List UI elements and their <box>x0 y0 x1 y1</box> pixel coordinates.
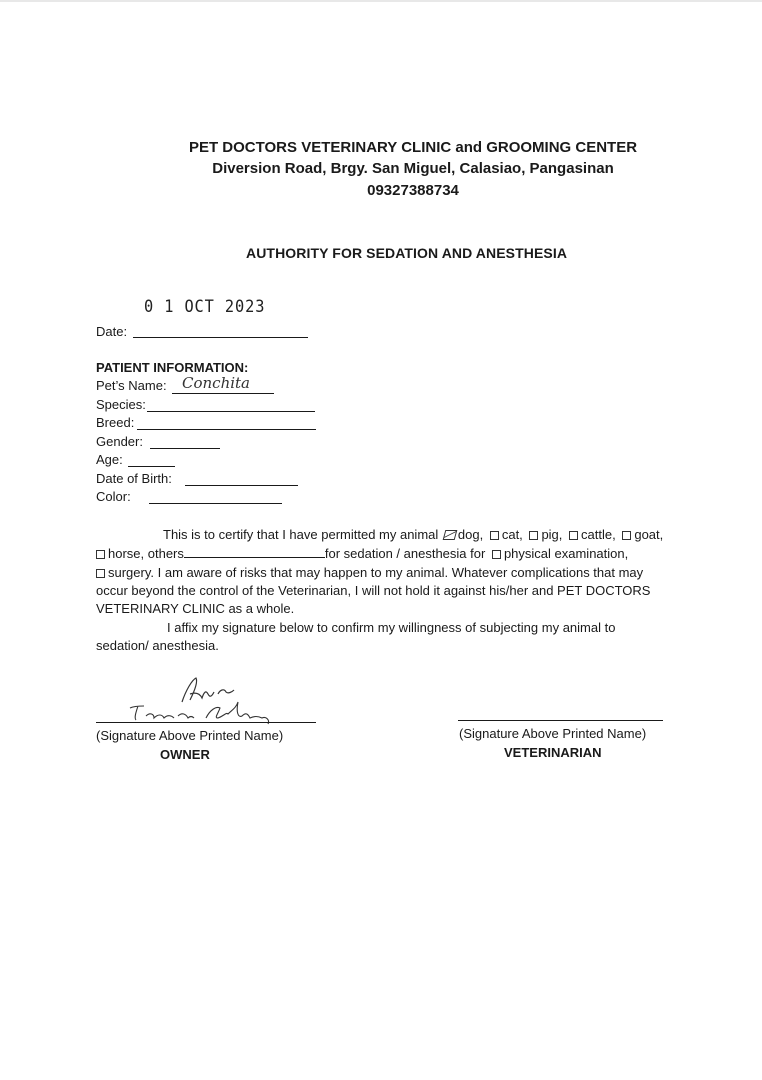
date-label: Date: <box>96 324 128 339</box>
form-title: AUTHORITY FOR SEDATION AND ANESTHESIA <box>246 245 568 261</box>
owner-signature-line <box>96 722 316 723</box>
surgery-checkbox[interactable] <box>96 569 105 578</box>
date-stamp: 0 1 OCT 2023 <box>144 297 266 317</box>
physical-exam-checkbox[interactable] <box>492 550 501 559</box>
pig-checkbox[interactable] <box>529 531 538 540</box>
dog-checkbox-checked[interactable] <box>443 530 458 540</box>
patient-info-heading: PATIENT INFORMATION: <box>96 360 249 375</box>
option-horse-others: horse, others <box>108 546 184 561</box>
vet-signature-caption: (Signature Above Printed Name) <box>459 726 647 741</box>
breed-line <box>137 429 316 430</box>
option-pig: pig, <box>541 527 563 542</box>
consent-line-3 <box>96 563 643 582</box>
affirm-line-2: sedation/ anesthesia. <box>96 638 219 653</box>
cattle-checkbox[interactable] <box>569 531 578 540</box>
vet-signature-line <box>458 720 663 721</box>
pet-name-line <box>172 393 274 394</box>
age-label: Age: <box>96 452 123 467</box>
age-line <box>128 466 175 467</box>
gender-line <box>150 448 220 449</box>
consent-intro: This is to certify that I have permitted my animal <box>163 527 439 542</box>
risk-statement: I am aware of risks that may happen to my animal. Whatever complications that may <box>157 565 644 580</box>
consent-line-1 <box>163 525 663 544</box>
date-line <box>133 337 308 338</box>
species-line <box>147 411 315 412</box>
option-physical-exam: physical examination, <box>503 546 629 561</box>
owner-signature-caption: (Signature Above Printed Name) <box>96 728 284 743</box>
option-cat: cat, <box>501 527 523 542</box>
pet-name-label: Pet’s Name: <box>96 378 167 393</box>
clinic-phone: 09327388734 <box>367 182 459 199</box>
pet-name-handwritten: Conchita <box>182 374 250 392</box>
gender-label: Gender: <box>96 434 143 449</box>
color-line <box>149 503 282 504</box>
horse-checkbox[interactable] <box>96 550 105 559</box>
option-goat: goat, <box>634 527 664 542</box>
purpose-text: for sedation / anesthesia for <box>324 546 486 561</box>
clinic-address: Diversion Road, Brgy. San Miguel, Calasiao, Pangasinan <box>212 160 614 177</box>
goat-checkbox[interactable] <box>622 531 631 540</box>
consent-line-5: VETERINARY CLINIC as a whole. <box>96 601 295 616</box>
clinic-name: PET DOCTORS VETERINARY CLINIC and GROOMING CENTER <box>188 139 638 156</box>
color-label: Color: <box>96 489 131 504</box>
consent-line-2 <box>96 544 628 563</box>
owner-role-label: OWNER <box>160 747 210 762</box>
cat-checkbox[interactable] <box>490 531 499 540</box>
species-label: Species: <box>96 397 146 412</box>
dob-line <box>185 485 298 486</box>
owner-signature-graphic <box>120 672 320 728</box>
affirm-line-1: I affix my signature below to confirm my willingness of subjecting my animal to <box>167 620 616 635</box>
consent-line-4: occur beyond the control of the Veterinarian, I will not hold it against his/her and PET DOCTORS <box>96 583 651 598</box>
vet-role-label: VETERINARIAN <box>504 745 602 760</box>
scan-top-edge <box>0 0 762 2</box>
option-dog: dog, <box>457 527 484 542</box>
others-blank-line <box>184 545 325 558</box>
dob-label: Date of Birth: <box>96 471 172 486</box>
option-surgery: surgery. <box>108 565 154 580</box>
breed-label: Breed: <box>96 415 135 430</box>
option-cattle: cattle, <box>581 527 616 542</box>
